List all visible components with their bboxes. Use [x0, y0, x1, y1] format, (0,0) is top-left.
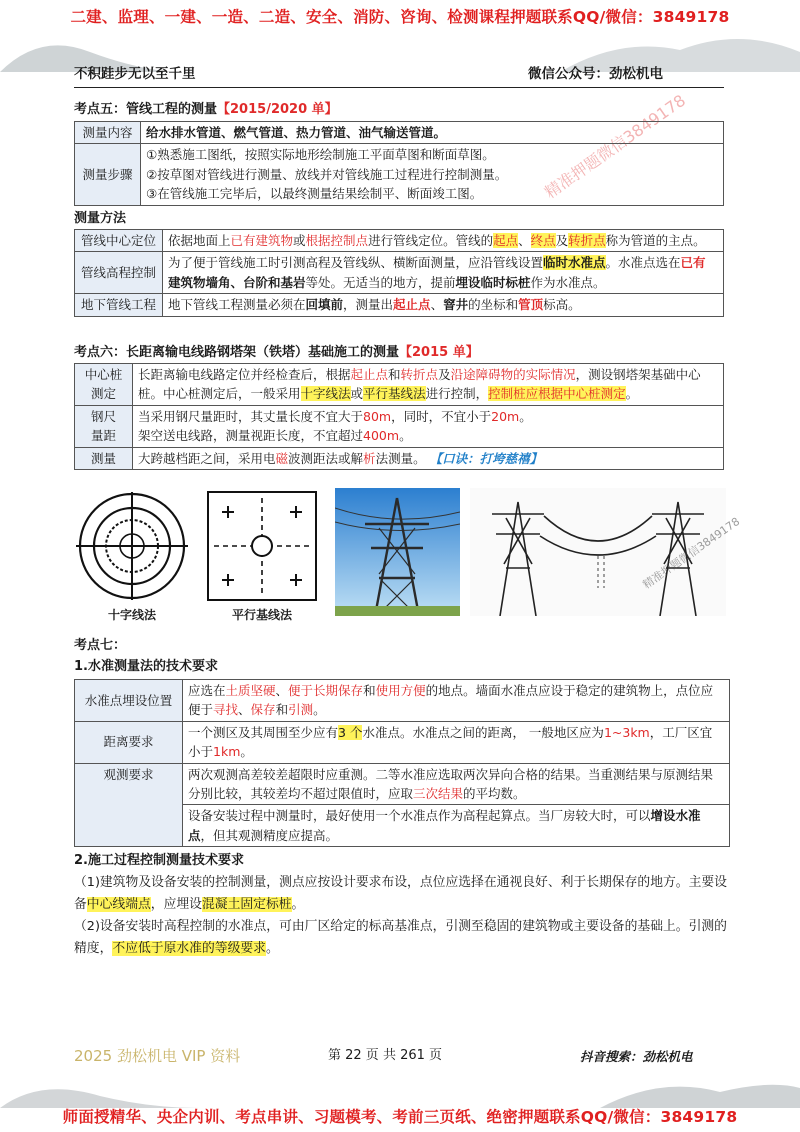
- header-wechat: 微信公众号：劲松机电: [528, 66, 663, 82]
- section6-table: [74, 363, 724, 470]
- tape-label: 钢尺 量距: [75, 405, 133, 447]
- measure-value: 大跨越档距之间，采用电磁波测距法或解析法测量。 【口诀：打垮慈禧】: [133, 447, 724, 469]
- top-promo-banner: 二建、监理、一建、一造、二造、安全、消防、咨询、检测课程押题联系QQ/微信：3849178: [70, 8, 730, 26]
- cross-line-diagram: [72, 490, 192, 602]
- steps-value: ①熟悉施工图纸，按照实际地形绘制施工平面草图和断面草图。 ②按草图对管线进行测量、放线并对管线施工过程进行控制测量。 ③在管线施工完毕后，以最终测量结果绘制平、断面竣工图。: [141, 144, 724, 205]
- section7-sub1: 1.水准测量法的技术要求: [74, 659, 218, 674]
- under-value: 地下管线工程测量必须在回填前，测量出起止点、窨井的坐标和管顶标高。: [163, 294, 724, 316]
- parallel-baseline-diagram: [206, 490, 318, 602]
- content-label: 测量内容: [75, 122, 141, 144]
- section5-title: 考点五：管线工程的测量【2015/2020 单】: [74, 102, 338, 117]
- section5-table-b: [74, 229, 724, 317]
- elev-value: 为了便于管线施工时引测高程及管线纵、横断面测量，应沿管线设置临时水准点。水准点选在已有建筑物墙角、台阶和基岩等处。无适当的地方，提前埋设临时标桩作为水准点。: [163, 252, 724, 294]
- section5-table-a: [74, 121, 724, 206]
- section6-title: 考点六：长距离输电线路钢塔架（铁塔）基础施工的测量【2015 单】: [74, 345, 479, 360]
- footer-brand: 2025 劲松机电 VIP 资料: [74, 1047, 241, 1065]
- header-motto: 不积跬步无以至千里: [74, 66, 196, 82]
- distance-label: 距离要求: [75, 721, 183, 763]
- center-stake-label: 中心桩 测定: [75, 364, 133, 406]
- footer-douyin: 抖音搜索：劲松机电: [580, 1049, 693, 1064]
- distance-value: 一个测区及其周围至少应有3 个水准点。水准点之间的距离， 一般地区应为1~3km，工厂区宜小于1km。: [183, 721, 730, 763]
- header-divider: [74, 87, 724, 88]
- page-number: 第 22 页 共 261 页: [328, 1048, 443, 1063]
- observe-value-2: 设备安装过程中测量时，最好使用一个水准点作为高程起算点。当厂房较大时，可以增设水准点，但其观测精度应提高。: [183, 805, 730, 847]
- measure-label: 测量: [75, 447, 133, 469]
- section7-title: 考点七：: [74, 638, 127, 653]
- location-value: 应选在土质坚硬、便于长期保存和使用方便的地点。墙面水准点应设于稳定的建筑物上，点位应便于寻找、保存和引测。: [183, 680, 730, 722]
- control-paragraph-1: （1)建筑物及设备安装的控制测量，测点应按设计要求布设，点位应选择在通视良好、利于长期保存的地方。主要设备中心线端点，应埋设混凝土固定标桩。: [74, 875, 727, 913]
- watermark: 精准押题微信3849178: [541, 90, 690, 203]
- watermark-small: 精准押题微信3849178: [640, 514, 743, 592]
- tape-value: 当采用钢尺量距时，其丈量长度不宜大于80m，同时，不宜小于20m。 架空送电线路，测量视距长度，不宜超过400m。: [133, 405, 724, 447]
- location-label: 水准点埋设位置: [75, 680, 183, 722]
- observe-value-1: 两次观测高差较差超限时应重测。二等水准应选取两次异向合格的结果。当重测结果与原测结果分别比较，其较差均不超过限值时，应取三次结果的平均数。: [183, 763, 730, 805]
- transmission-tower-photo: [335, 488, 460, 616]
- control-paragraph-2: （2)设备安装时高程控制的水准点，可由厂区给定的标高基准点，引测至稳固的建筑物或主要设备的基础上。引测的精度，不应低于原水准的等级要求。: [74, 919, 727, 957]
- section7-table: [74, 679, 730, 847]
- ink-mountain-footer: [0, 1068, 800, 1108]
- method-title: 测量方法: [74, 211, 127, 226]
- elev-label: 管线高程控制: [75, 252, 163, 294]
- parallel-baseline-caption: 平行基线法: [231, 608, 292, 622]
- bottom-promo-banner: 师面授精华、央企内训、考点串讲、习题模考、考前三页纸、绝密押题联系QQ/微信：3849178: [62, 1108, 738, 1126]
- center-value: 依据地面上已有建筑物或根据控制点进行管线定位。管线的起点、终点及转折点称为管道的主点。: [163, 230, 724, 252]
- center-stake-value: 长距离输电线路定位并经检查后，根据起止点和转折点及沿途障碍物的实际情况，测设钢塔架基础中心桩。中心桩测定后，一般采用十字线法或平行基线法进行控制，控制桩应根据中心桩测定。: [133, 364, 724, 406]
- section7-sub2: 2.施工过程控制测量技术要求: [74, 853, 244, 868]
- center-label: 管线中心定位: [75, 230, 163, 252]
- observe-label: 观测要求: [75, 763, 183, 847]
- content-value: 给水排水管道、燃气管道、热力管道、油气输送管道。: [141, 122, 724, 144]
- cross-line-caption: 十字线法: [107, 608, 156, 622]
- under-label: 地下管线工程: [75, 294, 163, 316]
- steps-label: 测量步骤: [75, 144, 141, 205]
